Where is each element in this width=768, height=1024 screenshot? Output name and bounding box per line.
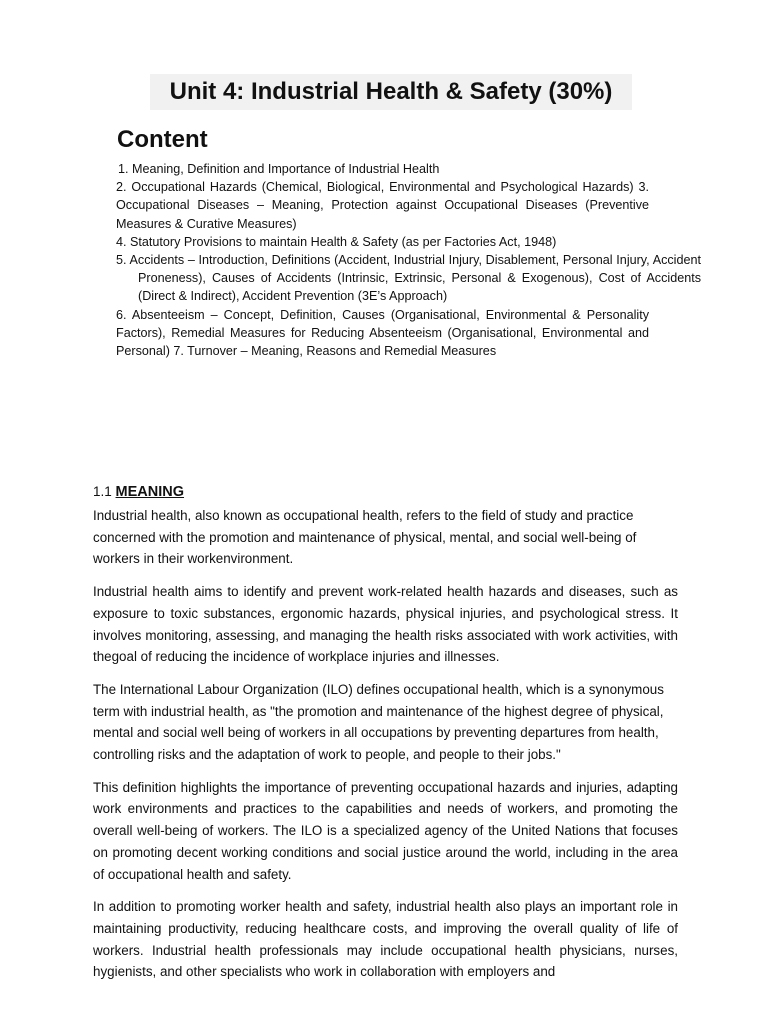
section-number: 1.1 xyxy=(93,484,112,499)
toc-item-2: 2. Occupational Hazards (Chemical, Biological, Environmental and Psychological Hazards) 3. Occupational Diseases – Meaning, Protection against Occupational Diseases (Preventive Measures & Curative Measures) xyxy=(116,180,649,231)
paragraph: In addition to promoting worker health and safety, industrial health also plays an important role in maintaining productivity, reducing healthcare costs, and improving the overall quality of life of workers. Industrial health professionals may include occupational health physicians, nurses, hygienists, and other specialists who work in collaboration with employers and xyxy=(93,899,678,980)
toc-item-1: 1. Meaning, Definition and Importance of Industrial Health xyxy=(118,162,440,176)
table-of-contents xyxy=(116,160,701,360)
toc-item-6: 6. Absenteeism – Concept, Definition, Causes (Organisational, Environmental & Personality Factors), Remedial Measures for Reducing Absenteeism (Organisational, Environmental and Personal) 7. Turnover – Meaning, Reasons and Remedial Measures xyxy=(116,307,649,359)
section-title: MEANING xyxy=(115,484,185,500)
content-heading: Content xyxy=(117,126,208,153)
toc-item-5: 5. Accidents – Introduction, Definitions (Accident, Industrial Injury, Disablement, Personal Injury, Accident Proneness), Causes of Accidents (Intrinsic, Extrinsic, Personal & Exogenous), Cost of Accidents (Direct & Indirect), Accident Prevention (3E’s Approach) xyxy=(116,253,701,304)
toc-item-4: 4. Statutory Provisions to maintain Health & Safety (as per Factories Act, 1948) xyxy=(116,234,557,249)
section-heading xyxy=(93,482,184,502)
document-title: Unit 4: Industrial Health & Safety (30%) xyxy=(150,74,632,110)
paragraph: Industrial health, also known as occupational health, refers to the field of study and practice concerned with the promotion and maintenance of physical, mental, and social well-being of workers in their workenvironment. xyxy=(93,508,637,567)
section-body xyxy=(93,505,678,994)
paragraph: Industrial health aims to identify and prevent work-related health hazards and diseases, such as exposure to toxic substances, ergonomic hazards, physical injuries, and psychological stress. It involves monitoring, assessing, and managing the health risks associated with work activities, with thegoal of reducing the incidence of workplace injuries and illnesses. xyxy=(93,584,678,665)
paragraph: The International Labour Organization (ILO) defines occupational health, which is a synonymous term with industrial health, as "the promotion and maintenance of the highest degree of physical, mental and social well being of workers in all occupations by preventing departures from health, controlling risks and the adaptation of work to people, and people to their jobs." xyxy=(93,681,664,763)
paragraph: This definition highlights the importance of preventing occupational hazards and injuries, adapting work environments and practices to the capabilities and needs of workers, and promoting the overall well-being of workers. The ILO is a specialized agency of the United Nations that focuses on promoting decent working conditions and social justice around the world, including in the area of occupational health and safety. xyxy=(93,779,678,882)
